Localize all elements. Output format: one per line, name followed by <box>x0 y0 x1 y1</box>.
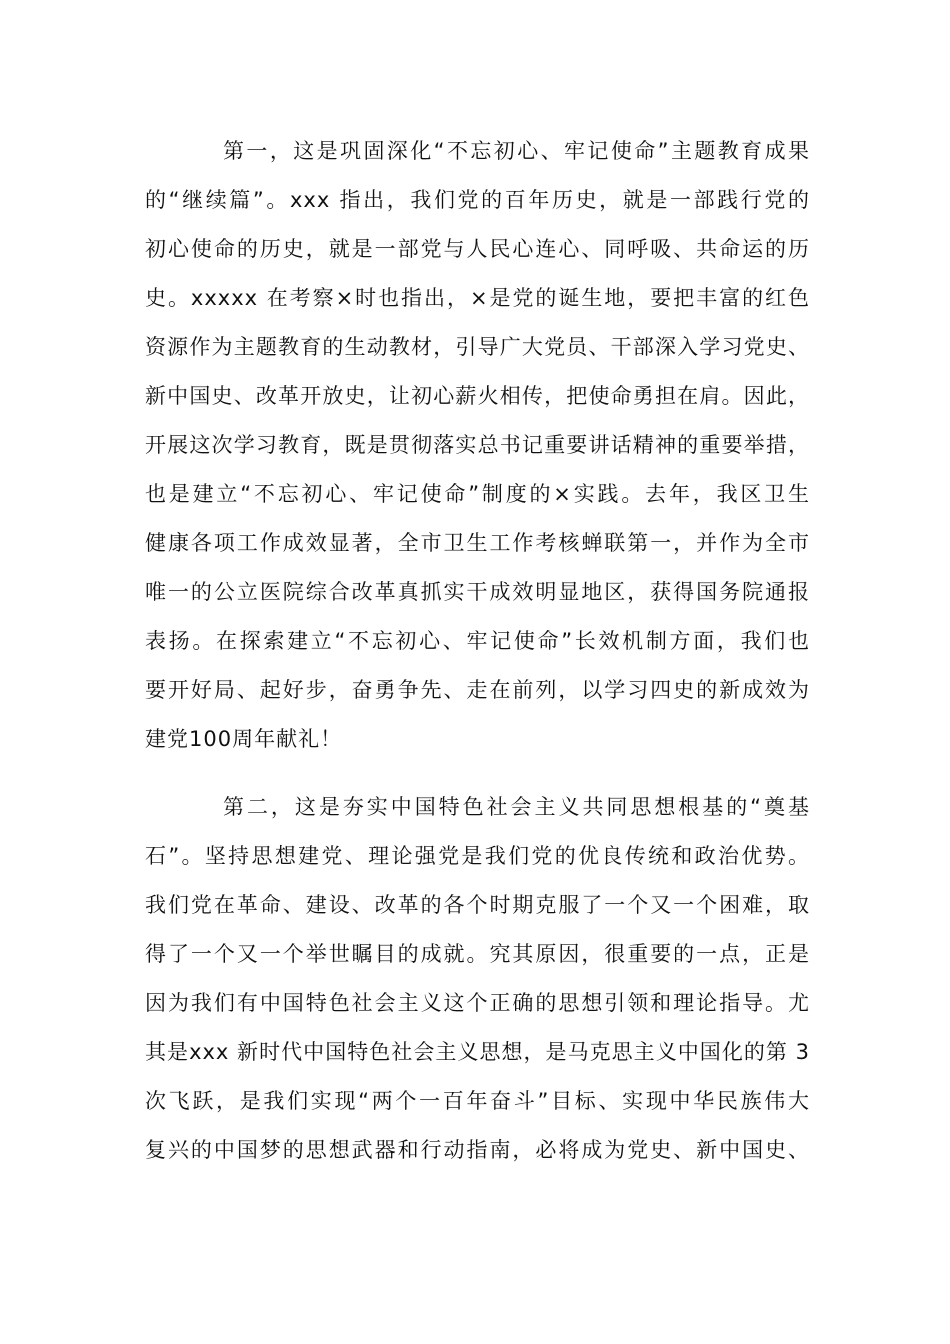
text-line: 复兴的中国梦的思想武器和行动指南，必将成为党史、新中国史、 <box>145 1138 810 1162</box>
text-line: 其是xxx 新时代中国特色社会主义思想，是马克思主义中国化的第 3 <box>145 1040 810 1064</box>
text-line: 表扬。在探索建立“不忘初心、牢记使命”长效机制方面，我们也 <box>145 629 810 653</box>
text-line: 新中国史、改革开放史，让初心薪火相传，把使命勇担在肩。因此， <box>145 384 810 408</box>
text-line: 建党100周年献礼！ <box>145 727 343 751</box>
text-line: 次飞跃，是我们实现“两个一百年奋斗”目标、实现中华民族伟大 <box>145 1089 810 1113</box>
text-line: 第二，这是夯实中国特色社会主义共同思想根基的“奠基 <box>223 795 810 819</box>
text-line: 得了一个又一个举世瞩目的成就。究其原因，很重要的一点，正是 <box>145 942 810 966</box>
text-line: 也是建立“不忘初心、牢记使命”制度的×实践。去年，我区卫生 <box>145 482 810 506</box>
text-line: 初心使命的历史，就是一部党与人民心连心、同呼吸、共命运的历 <box>145 237 810 261</box>
text-line: 唯一的公立医院综合改革真抓实干成效明显地区，获得国务院通报 <box>145 580 810 604</box>
text-line: 要开好局、起好步，奋勇争先、走在前列，以学习四史的新成效为 <box>145 678 810 702</box>
text-line: 开展这次学习教育，既是贯彻落实总书记重要讲话精神的重要举措， <box>145 433 810 457</box>
text-line: 的“继续篇”。xxx 指出，我们党的百年历史，就是一部践行党的 <box>145 188 810 212</box>
text-line: 健康各项工作成效显著，全市卫生工作考核蝉联第一，并作为全市 <box>145 531 810 555</box>
text-line: 我们党在革命、建设、改革的各个时期克服了一个又一个困难，取 <box>145 893 810 917</box>
text-line: 石”。坚持思想建党、理论强党是我们党的优良传统和政治优势。 <box>145 844 810 868</box>
text-line: 史。xxxxx 在考察×时也指出，×是党的诞生地，要把丰富的红色 <box>145 286 810 310</box>
text-line: 第一，这是巩固深化“不忘初心、牢记使命”主题教育成果 <box>223 139 810 163</box>
text-line: 因为我们有中国特色社会主义这个正确的思想引领和理论指导。尤 <box>145 991 810 1015</box>
text-line: 资源作为主题教育的生动教材，引导广大党员、干部深入学习党史、 <box>145 335 810 359</box>
paragraph-first <box>145 127 810 764</box>
paragraph-second <box>145 783 810 1175</box>
